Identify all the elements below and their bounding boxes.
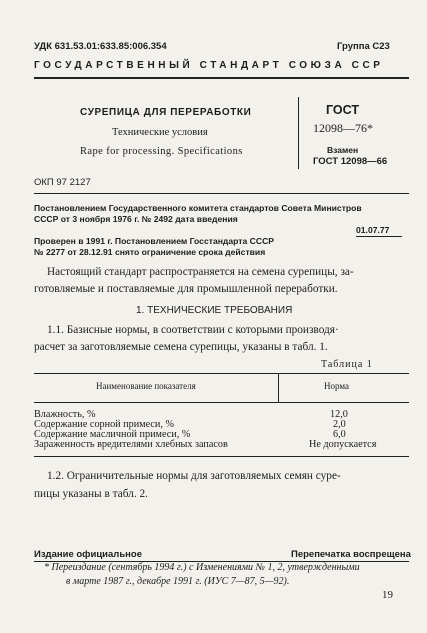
doc-title-en: Rape for processing. Specifications	[80, 146, 243, 157]
table-col-norm: Норма	[324, 381, 349, 391]
table-row-3-norm: 6,0	[333, 429, 346, 440]
table-col-name: Наименование показателя	[96, 381, 196, 391]
decree-line-2: СССР от 3 ноября 1976 г. № 2492 дата введения	[34, 214, 238, 224]
table-row-2-name: Содержание сорной примеси, %	[34, 419, 174, 430]
para-1-2-line-1: 1.2. Ограничительные нормы для заготовляемых семян суре-	[47, 470, 341, 482]
decree-date-underline	[356, 236, 402, 237]
table-bottom-border	[34, 456, 409, 457]
okp-divider	[34, 193, 409, 194]
para-1-1-line-1: 1.1. Базисные нормы, в соответствии с которыми производя·	[47, 324, 339, 336]
gost-number: 12098—76*	[313, 121, 373, 135]
gost-label: ГОСТ	[326, 103, 359, 117]
reprint-prohibited: Перепечатка воспрещена	[291, 549, 411, 560]
review-line-2: № 2277 от 28.12.91 снято ограничение срока действия	[34, 247, 266, 257]
doc-subtitle: Технические условия	[112, 127, 208, 138]
replaces-value: ГОСТ 12098—66	[313, 156, 388, 167]
table-row-1-name: Влажность, %	[34, 409, 96, 420]
official-edition: Издание официальное	[34, 549, 142, 560]
footnote-line-1: * Переиздание (сентябрь 1994 г.) с Изменениями № 1, 2, утвержденными	[44, 562, 360, 573]
decree-date: 01.07.77	[356, 225, 390, 235]
para-1-1-line-2: расчет за заготовляемые семена сурепицы, указаны в табл. 1.	[34, 341, 328, 353]
replaces-label: Взамен	[327, 145, 359, 155]
state-standard-heading: ГОСУДАРСТВЕННЫЙ СТАНДАРТ СОЮЗА ССР	[34, 60, 384, 71]
intro-line-2: готовляемые и поставляемые для промышленной переработки.	[34, 283, 338, 295]
table-row-4-norm: Не допускается	[309, 439, 377, 450]
table-row-2-norm: 2,0	[333, 419, 346, 430]
table-header-bottom-border	[34, 402, 409, 403]
table-row-1-norm: 12,0	[330, 409, 348, 420]
group-code: Группа С23	[337, 41, 390, 52]
table-header-divider	[278, 373, 279, 402]
header-divider	[34, 77, 409, 79]
doc-title: СУРЕПИЦА ДЛЯ ПЕРЕРАБОТКИ	[80, 107, 252, 118]
section-1-heading: 1. ТЕХНИЧЕСКИЕ ТРЕБОВАНИЯ	[136, 305, 293, 316]
table-1-label: Таблица 1	[321, 359, 373, 370]
para-1-2-line-2: пицы указаны в табл. 2.	[34, 488, 148, 500]
page-number: 19	[382, 589, 393, 601]
table-row-4-name: Зараженность вредителями хлебных запасов	[34, 439, 228, 450]
udk-code: УДК 631.53.01:633.85:006.354	[34, 41, 167, 52]
intro-line-1: Настоящий стандарт распространяется на семена сурепицы, за-	[47, 266, 354, 278]
footnote-line-2: в марте 1987 г., декабре 1991 г. (ИУС 7—87, 5—92).	[66, 576, 290, 587]
okp-code: ОКП 97 2127	[34, 177, 91, 188]
title-box-divider	[298, 97, 299, 169]
table-row-3-name: Содержание масличной примеси, %	[34, 429, 191, 440]
review-line-1: Проверен в 1991 г. Постановлением Госстандарта СССР	[34, 236, 275, 246]
decree-line-1: Постановлением Государственного комитета стандартов Совета Министров	[34, 203, 362, 213]
table-top-border	[34, 373, 409, 374]
